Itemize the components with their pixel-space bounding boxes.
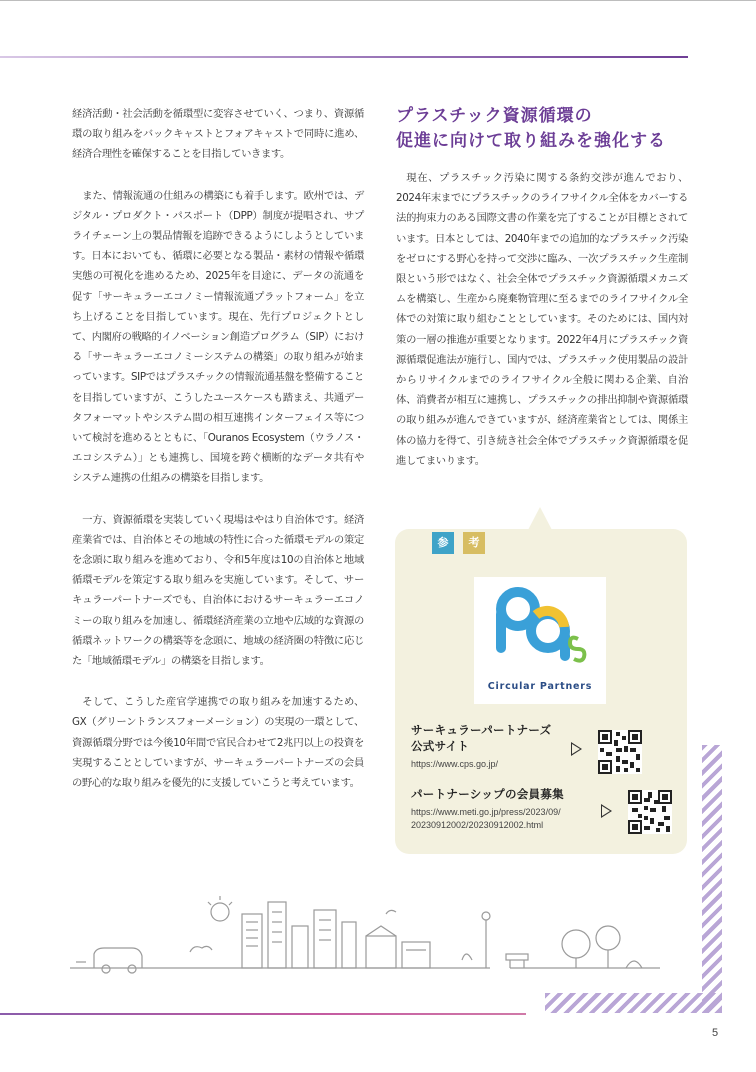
- play-arrow-icon: [601, 804, 612, 818]
- left-column: [72, 104, 364, 814]
- heading-line-2: 促進に向けて取り組みを強化する: [396, 131, 666, 151]
- paragraph: そして、こうした産官学連携での取り組みを加速するため、GX（グリーントランスフォーメーション）の実現の一環として、資源循環分野では今後10年間で官民合わせて2兆円以上の投資を実現することとしていますが、サーキュラーパートナーズの会員の野心的な取り組みを優先的に支援していこうと考えています。: [72, 696, 364, 790]
- bottom-rule: [0, 1013, 526, 1015]
- cityscape-illustration: [70, 892, 670, 982]
- circular-partners-logo: [474, 577, 606, 704]
- logo-text: Circular Partners: [487, 681, 593, 692]
- reference-tag-1: 参: [432, 532, 454, 554]
- paragraph: また、情報流通の仕組みの構築にも着手します。欧州では、デジタル・プロダクト・パスポート（DPP）制度が提唱され、サプライチェーン上の製品情報を追跡できるようにしようとしています。日本においても、循環に必要となる製品・素材の情報や循環実態の可視化を進めるため、2025年を目途に、データの流通を促す「サーキュラーエコノミー情報流通プラットフォーム」を立ち上げることを目指しています。現在、先行プロジェクトとして、内閣府の戦略的イノベーション創造プログラム（SIP）における「サーキュラーエコノミーシステムの構築」の取り組みが始まっています。SIPではプラスチックの情報流通基盤を整備することを目指していますが、こうしたユースケースも踏まえ、共通データフォーマットやシステム間の相互連携インターフェイス等について検討を進めるとともに、「Ouranos Ecosystem（ウラノス・エコシステム）」とも連携し、国境を跨ぐ横断的なデータ共有やシステム連携の仕組みの構築を目指します。: [72, 189, 364, 485]
- reference-tag-2: 考: [463, 532, 485, 554]
- membership-title[interactable]: パートナーシップの会員募集: [411, 787, 564, 801]
- official-site-url[interactable]: https://www.cps.go.jp/: [411, 759, 499, 769]
- heading-line-1: プラスチック資源循環の: [396, 106, 593, 126]
- play-arrow-icon: [571, 742, 582, 756]
- decorative-stripes-vertical: [702, 745, 722, 1013]
- official-site-title-line-1[interactable]: サーキュラーパートナーズ: [411, 723, 552, 737]
- decorative-stripes-horizontal: [545, 993, 722, 1013]
- section-heading: [396, 104, 688, 154]
- qr-code-icon: [628, 790, 672, 834]
- membership-url-line-2[interactable]: 20230912002/20230912002.html: [411, 820, 544, 830]
- membership-url[interactable]: [411, 806, 561, 832]
- qr-code-icon: [598, 730, 642, 774]
- page-number: 5: [712, 1027, 719, 1039]
- right-column: [396, 104, 688, 471]
- reference-box-notch: [528, 507, 552, 530]
- official-site-title[interactable]: [411, 722, 551, 754]
- paragraph: 一方、資源循環を実装していく現場はやはり自治体です。経済産業省では、自治体とその地域の特性に合った循環モデルの策定を念頭に取り組みを進めており、令和5年度は10の自治体と地域循環モデルを策定する取り組みを実施しています。そして、サーキュラーパートナーズでも、自治体におけるサーキュラーエコノミーの取り組みを加速し、循環経済産業の立地や広域的な資源の循環ネットワークの構築等を念頭に、地域の経済圏の特徴に応じた「地域循環モデル」の構築を目指します。: [72, 513, 364, 668]
- membership-url-line-1[interactable]: https://www.meti.go.jp/press/2023/09/: [411, 807, 561, 817]
- cps-logo-icon: [474, 577, 606, 681]
- top-rule: [0, 56, 688, 58]
- paragraph: 経済活動・社会活動を循環型に変容させていく、つまり、資源循環の取り組みをバックキャストとフォアキャストで同時に進め、経済合理性を確保することを目指していきます。: [72, 108, 364, 161]
- section-body: 現在、プラスチック汚染に関する条約交渉が進んでおり、2024年末までにプラスチックのライフサイクル全体をカバーする法的拘束力のある国際文書の作業を完了することが目標とされています。日本としては、2040年までの追加的なプラスチック汚染をゼロにする野心を持って交渉に臨み、一次プラスチック生産制限という形ではなく、社会全体でプラスチック資源循環メカニズムを構築し、生産から廃棄物管理に至るまでのライフサイクル全体での対策に取り組むこととしています。そのためには、国内対策の一層の推進が重要となります。2022年4月にプラスチック資源循環促進法が施行し、国内では、プラスチック使用製品の設計からリサイクルまでのライフサイクル全般に関わる企業、自治体、消費者が相互に連携し、プラスチックの排出抑制や資源循環の取り組みが進んできていますが、経済産業省としては、関係主体の協力を得て、引き続き社会全体でプラスチック資源循環を促進してまいります。: [396, 172, 688, 467]
- official-site-title-line-2[interactable]: 公式サイト: [411, 739, 470, 753]
- top-border-line: [0, 0, 756, 1]
